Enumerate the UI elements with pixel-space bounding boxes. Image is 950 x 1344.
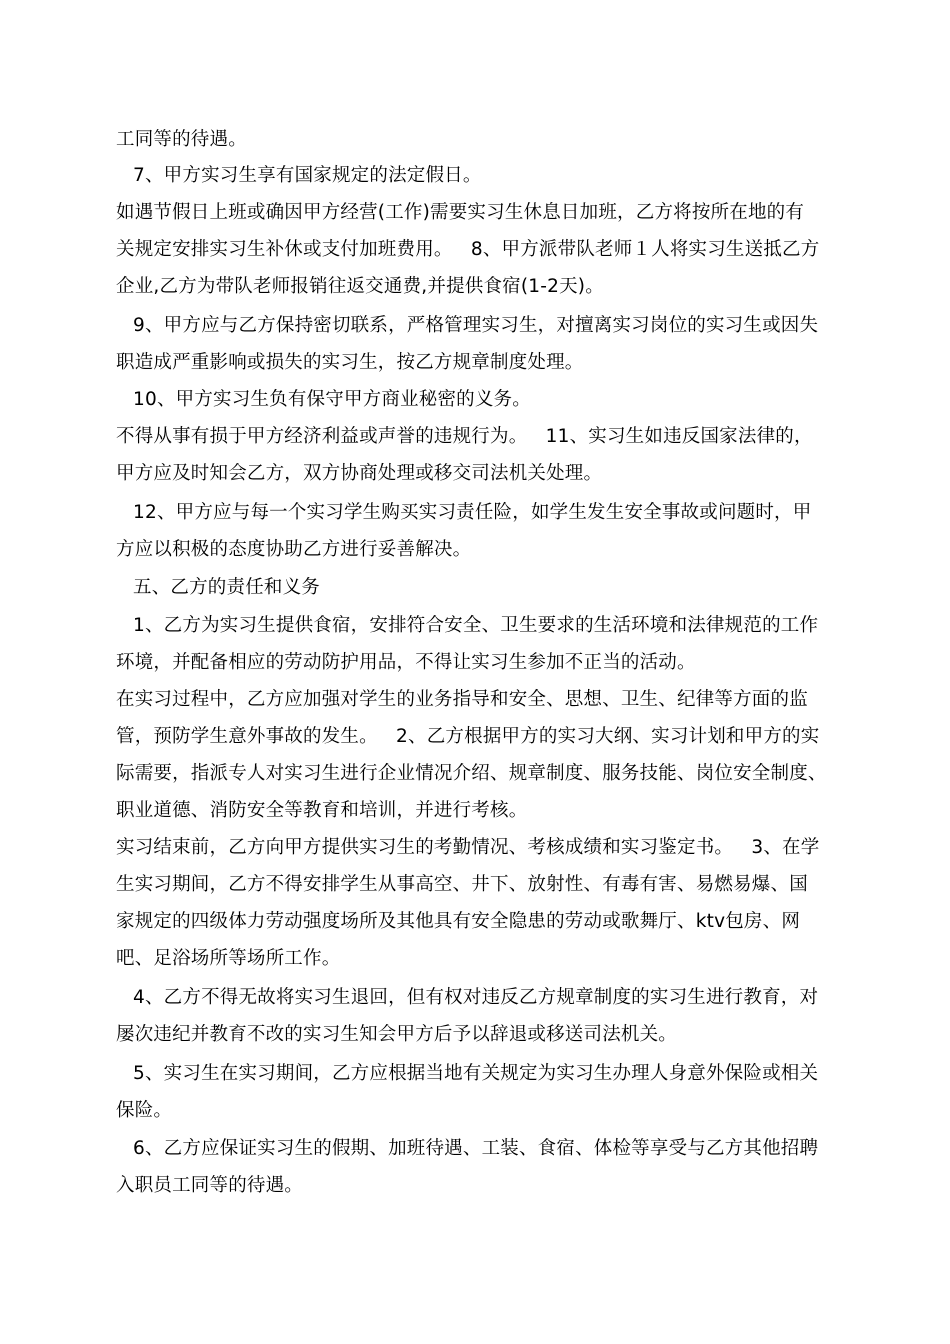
text-line: 屡次违纪并教育不改的实习生知会甲方后予以辞退或移送司法机关。 <box>116 1024 678 1045</box>
text-line: 甲方应及时知会乙方，双方协商处理或移交司法机关处理。 <box>116 463 603 484</box>
text-line: 6、乙方应保证实习生的假期、加班待遇、工装、食宿、体检等享受与乙方其他招聘 <box>133 1138 819 1159</box>
text-line: 工同等的待遇。 <box>116 129 247 150</box>
text-line: 4、乙方不得无故将实习生退回，但有权对违反乙方规章制度的实习生进行教育，对 <box>133 987 819 1008</box>
text-line: 在实习过程中，乙方应加强对学生的业务指导和安全、思想、卫生、纪律等方面的监 <box>116 689 808 710</box>
text-line: 10、甲方实习生负有保守甲方商业秘密的义务。 <box>133 389 531 410</box>
text-line: 如遇节假日上班或确因甲方经营(工作)需要实习生休息日加班，乙方将按所在地的有 <box>116 202 805 223</box>
text-line: 12、甲方应与每一个实习学生购买实习责任险，如学生发生安全事故或问题时，甲 <box>133 502 812 523</box>
text-line: 1、乙方为实习生提供食宿，安排符合安全、卫生要求的生活环境和法律规范的工作 <box>133 615 819 636</box>
section-heading: 五、乙方的责任和义务 <box>133 577 321 598</box>
text-line: 际需要，指派专人对实习生进行企业情况介绍、规章制度、服务技能、岗位安全制度、 <box>116 763 827 784</box>
text-line: 职业道德、消防安全等教育和培训，并进行考核。 <box>116 800 528 821</box>
text-line: 生实习期间，乙方不得安排学生从事高空、井下、放射性、有毒有害、易燃易爆、国 <box>116 874 808 895</box>
text-line: 方应以积极的态度协助乙方进行妥善解决。 <box>116 539 472 560</box>
text-line: 关规定安排实习生补休或支付加班费用。 8、甲方派带队老师１人将实习生送抵乙方 <box>116 239 820 260</box>
text-line: 7、甲方实习生享有国家规定的法定假日。 <box>133 165 482 186</box>
text-line: 不得从事有损于甲方经济利益或声誉的违规行为。 11、实习生如违反国家法律的， <box>116 426 813 447</box>
text-line: 管，预防学生意外事故的发生。 2、乙方根据甲方的实习大纲、实习计划和甲方的实 <box>116 726 820 747</box>
text-line: 家规定的四级体力劳动强度场所及其他具有安全隐患的劳动或歌舞厅、ktv包房、网 <box>116 911 801 932</box>
text-line: 实习结束前，乙方向甲方提供实习生的考勤情况、考核成绩和实习鉴定书。 3、在学 <box>116 837 820 858</box>
text-line: 企业,乙方为带队老师报销往返交通费,并提供食宿(1-2天)。 <box>116 276 604 297</box>
text-line: 吧、足浴场所等场所工作。 <box>116 948 341 969</box>
text-line: 职造成严重影响或损失的实习生，按乙方规章制度处理。 <box>116 352 584 373</box>
text-line: 5、实习生在实习期间，乙方应根据当地有关规定为实习生办理人身意外保险或相关 <box>133 1063 819 1084</box>
text-line: 9、甲方应与乙方保持密切联系，严格管理实习生，对擅离实习岗位的实习生或因失 <box>133 315 819 336</box>
text-line: 保险。 <box>116 1100 173 1121</box>
text-line: 环境，并配备相应的劳动防护用品，不得让实习生参加不正当的活动。 <box>116 652 696 673</box>
text-line: 入职员工同等的待遇。 <box>116 1175 304 1196</box>
